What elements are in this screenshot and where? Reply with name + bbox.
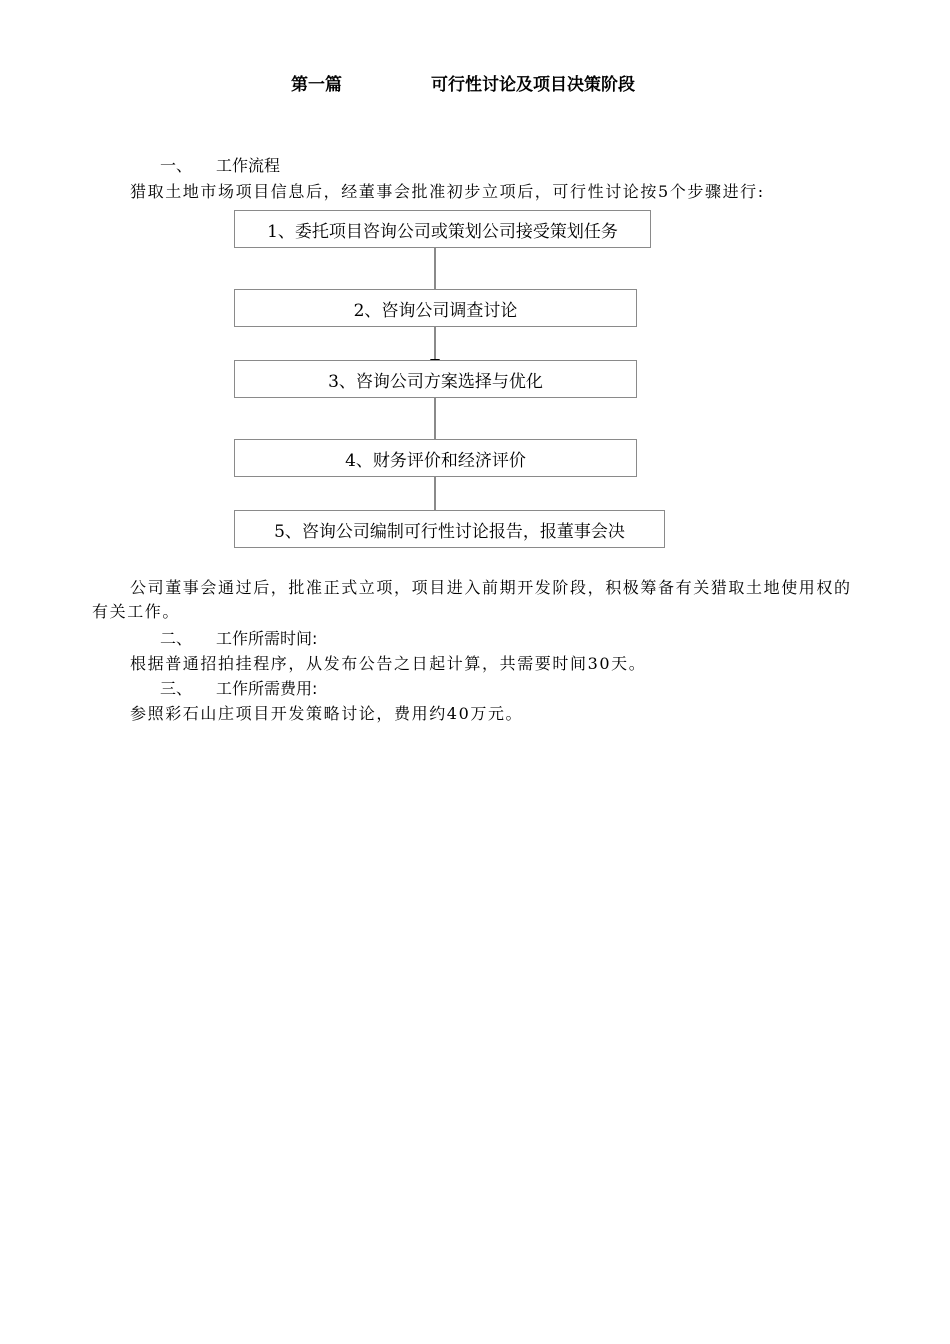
title-name: 可行性讨论及项目决策阶段 [431,75,635,95]
section-number: 一、 [160,156,193,175]
section-heading-text: 工作所需费用: [216,679,318,698]
flow-connector [434,477,436,511]
section-heading-text: 工作流程 [216,156,281,175]
section-heading-text: 工作所需时间: [216,629,318,648]
flow-connector [434,248,436,290]
workflow-intro: 猎取土地市场项目信息后，经董事会批准初步立项后，可行性讨论按5个步骤进行: [130,182,765,201]
flow-step-4: 4、财务评价和经济评价 [234,439,637,477]
after-flow-paragraph: 公司董事会通过后，批准正式立项，项目进入前期开发阶段，积极筹备有关猎取土地使用权的有关工作。 [92,578,852,621]
flow-step-2: 2、咨询公司调查讨论 [234,289,637,327]
time-paragraph: 根据普通招拍挂程序，从发布公告之日起计算，共需要时间30天。 [130,654,647,673]
flow-connector [434,398,436,440]
section-heading-time [0,628,950,650]
flow-step-5: 5、咨询公司编制可行性讨论报告，报董事会决 [234,510,665,548]
flow-connector [434,326,436,360]
section-number: 二、 [160,629,193,648]
flow-step-1: 1、委托项目咨询公司或策划公司接受策划任务 [234,210,651,248]
title-part: 第一篇 [291,75,342,95]
section-heading-cost [0,678,950,700]
workflow-flowchart [0,0,950,560]
flow-step-3: 3、咨询公司方案选择与优化 [234,360,637,398]
section-number: 三、 [160,679,193,698]
cost-paragraph: 参照彩石山庄项目开发策略讨论，费用约40万元。 [130,704,524,723]
